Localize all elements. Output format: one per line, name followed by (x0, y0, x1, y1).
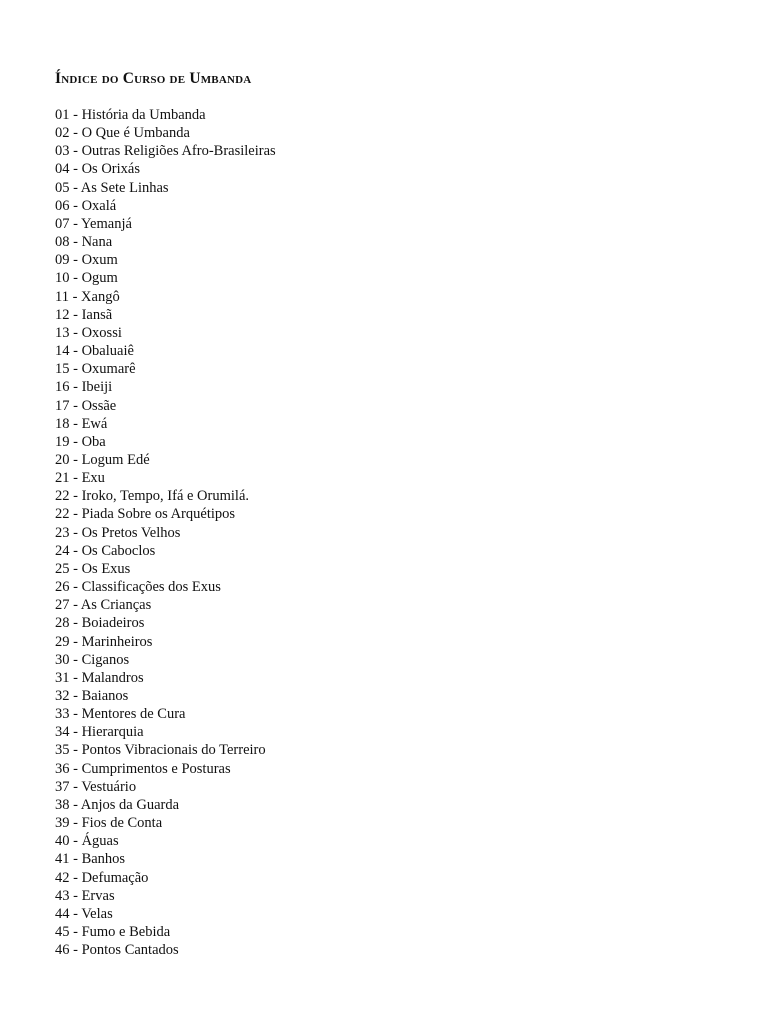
list-item: 40 - Águas (55, 833, 119, 850)
list-item: 14 - Obaluaiê (55, 343, 134, 360)
list-item: 30 - Ciganos (55, 651, 130, 668)
list-item: 36 - Cumprimentos e Posturas (55, 760, 231, 777)
list-item: 17 - Ossãe (55, 397, 117, 414)
list-item: 06 - Oxalá (55, 197, 117, 214)
list-item: 13 - Oxossi (55, 324, 122, 341)
list-item: 35 - Pontos Vibracionais do Terreiro (55, 742, 266, 759)
list-item: 37 - Vestuário (55, 778, 137, 795)
list-item: 21 - Exu (55, 470, 105, 487)
list-item: 18 - Ewá (55, 415, 108, 432)
list-item: 46 - Pontos Cantados (55, 942, 179, 959)
list-item: 05 - As Sete Linhas (55, 179, 169, 196)
list-item: 07 - Yemanjá (55, 215, 132, 232)
list-item: 44 - Velas (55, 905, 113, 922)
list-item: 10 - Ogum (55, 270, 118, 287)
list-item: 26 - Classificações dos Exus (55, 579, 221, 596)
list-item: 11 - Xangô (55, 288, 120, 305)
list-item: 23 - Os Pretos Velhos (55, 524, 181, 541)
list-item: 19 - Oba (55, 433, 106, 450)
list-item: 08 - Nana (55, 234, 113, 251)
list-item: 43 - Ervas (55, 887, 115, 904)
list-item: 38 - Anjos da Guarda (55, 796, 180, 813)
list-item: 15 - Oxumarê (55, 361, 136, 378)
list-item: 41 - Banhos (55, 851, 126, 868)
list-item: 45 - Fumo e Bebida (55, 924, 171, 941)
list-item: 02 - O Que é Umbanda (55, 125, 190, 142)
list-item: 34 - Hierarquia (55, 724, 144, 741)
list-item: 42 - Defumação (55, 869, 149, 886)
list-item: 39 - Fios de Conta (55, 815, 163, 832)
list-item: 09 - Oxum (55, 252, 118, 269)
list-item: 04 - Os Orixás (55, 161, 140, 178)
list-item: 24 - Os Caboclos (55, 542, 156, 559)
list-item: 33 - Mentores de Cura (55, 706, 186, 723)
list-item: 12 - Iansã (55, 306, 113, 323)
list-item: 22 - Iroko, Tempo, Ifá e Orumilá. (55, 488, 250, 505)
document-page (55, 66, 735, 959)
list-item: 32 - Baianos (55, 688, 129, 704)
list-item: 22 - Piada Sobre os Arquétipos (55, 506, 236, 523)
list-item: 03 - Outras Religiões Afro-Brasileiras (55, 143, 276, 160)
list-item: 29 - Marinheiros (55, 633, 153, 650)
list-item: 01 - História da Umbanda (55, 107, 206, 123)
page-title: Índice do Curso de Umbanda (55, 70, 252, 87)
list-item: 25 - Os Exus (55, 560, 131, 577)
list-item: 31 - Malandros (55, 669, 144, 686)
list-item: 27 - As Crianças (55, 597, 152, 614)
list-item: 20 - Logum Edé (55, 451, 150, 468)
list-item: 16 - Ibeiji (55, 379, 113, 396)
list-item: 28 - Boiadeiros (55, 615, 145, 632)
table-of-contents (55, 106, 735, 959)
